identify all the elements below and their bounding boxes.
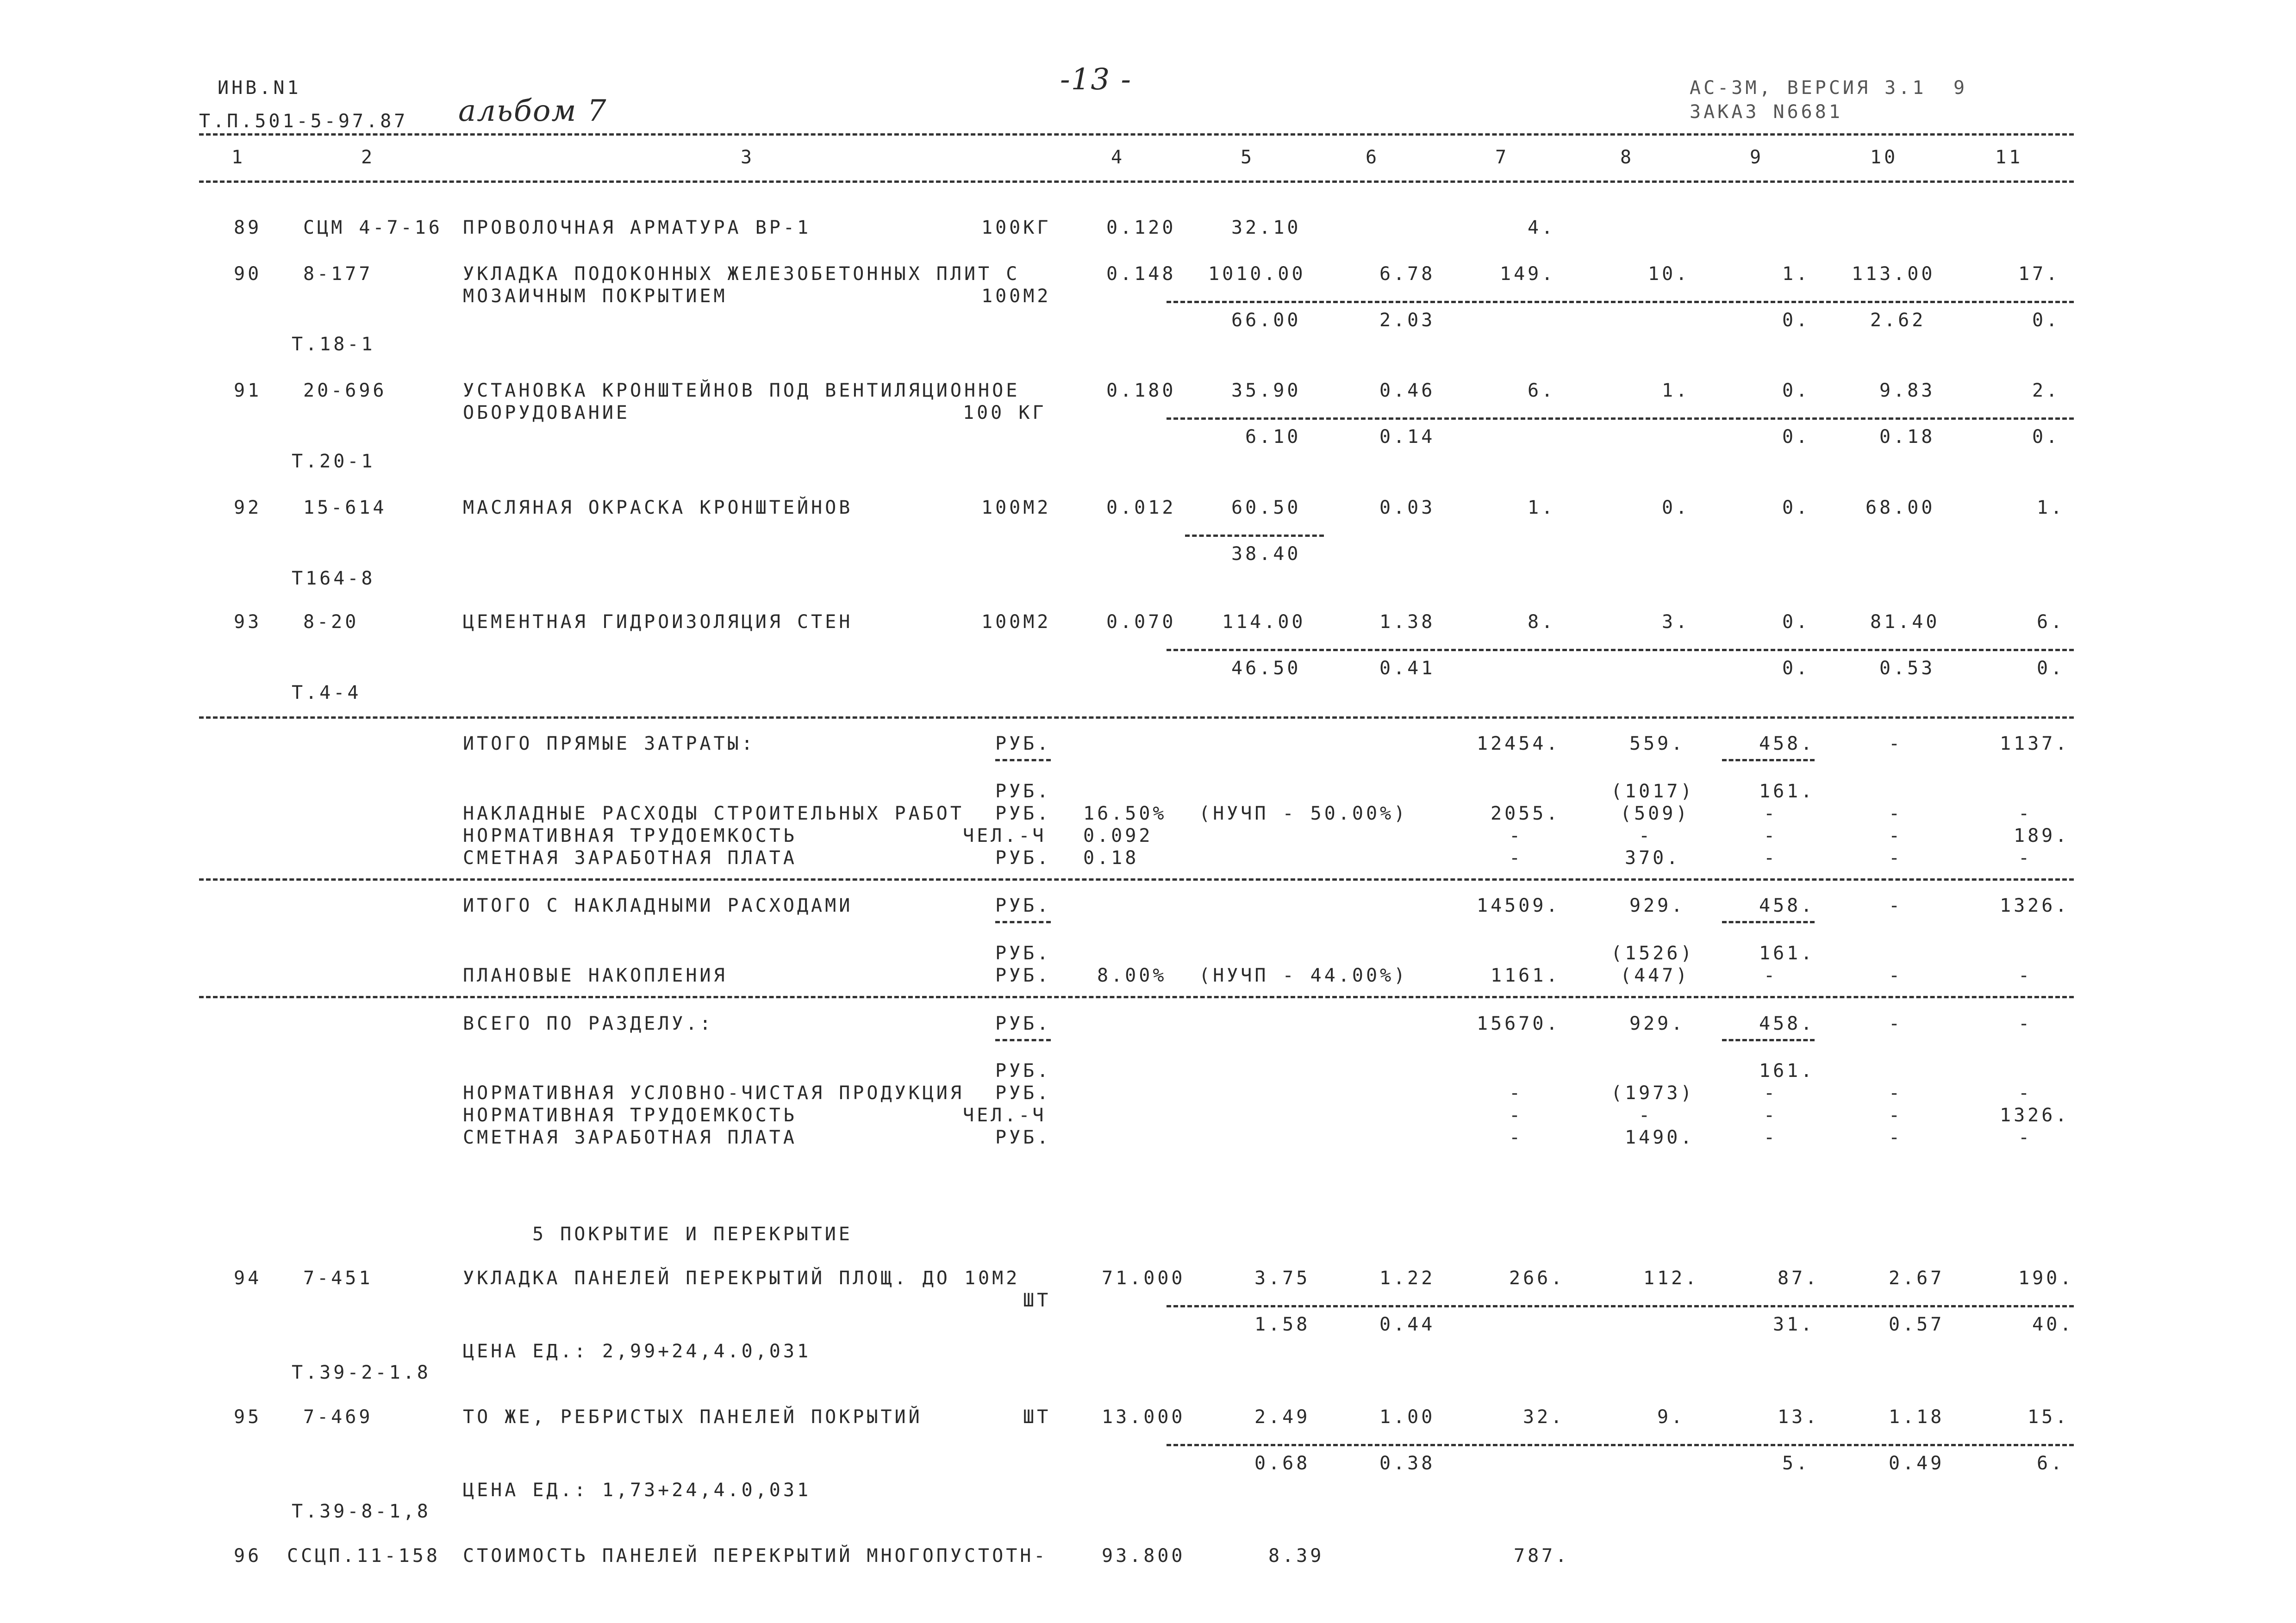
totals-col9-sub: 161. [1759,943,1815,964]
col-7: 7 [1495,147,1510,168]
row-col5-sub: 46.50 [1231,658,1301,679]
row-name-cont: МОЗАИЧНЫМ ПОКРЫТИЕМ [463,286,728,307]
labor-col8: - [1639,825,1653,846]
col-1: 1 [231,147,246,168]
row-code: 7-451 [303,1268,373,1289]
wage-col11: - [2018,1127,2033,1148]
row-name: ТО ЖЕ, РЕБРИСТЫХ ПАНЕЛЕЙ ПОКРЫТИЙ [463,1406,923,1428]
overhead-label: НАКЛАДНЫЕ РАСХОДЫ СТРОИТЕЛЬНЫХ РАБОТ [463,803,964,824]
unit-rule [995,921,1051,923]
overhead-col9: - [1764,803,1778,824]
row-col10-sub: 0.53 [1879,658,1935,679]
plan-col9: - [1764,965,1778,986]
totals-col11: 1326. [2000,895,2070,916]
row-name: УКЛАДКА ПОДОКОННЫХ ЖЕЛЕЗОБЕТОННЫХ ПЛИТ С [463,263,1020,285]
totals-col11: - [2018,1013,2033,1034]
totals-label: ИТОГО С НАКЛАДНЫМИ РАСХОДАМИ [463,895,853,916]
row-name: УКЛАДКА ПАНЕЛЕЙ ПЕРЕКРЫТИЙ ПЛОЩ. ДО 10М2 [463,1268,1020,1289]
row-quantity: 0.070 [1106,611,1176,633]
row-quantity: 13.000 [1102,1406,1185,1428]
inventory-number: ИНВ.N1 [218,77,301,99]
row-name: МАСЛЯНАЯ ОКРАСКА КРОНШТЕЙНОВ [463,497,853,518]
row-col10-sub: 0.57 [1889,1314,1945,1335]
col-4: 4 [1111,147,1125,168]
row-col11-sub: 6. [2037,1453,2065,1474]
totals-col8-paren: (1017) [1611,781,1695,802]
wage-value: 0.18 [1083,847,1139,869]
wage-label: СМЕТНАЯ ЗАРАБОТНАЯ ПЛАТА [463,1127,797,1148]
subtotal-rule [1167,1444,2074,1446]
row-col10: 81.40 [1870,611,1940,633]
row-col8: 10. [1648,263,1690,285]
col-11: 11 [1995,147,2023,168]
header-rule [199,133,2074,136]
row-col10: 9.83 [1879,380,1935,401]
subtotal-rule [1185,535,1324,537]
unit-rule [995,1039,1051,1041]
col-10: 10 [1870,147,1898,168]
col-3: 3 [741,147,755,168]
row-reference: Т.20-1 [292,451,375,472]
wage-col11: - [2018,847,2033,869]
row-col7: 149. [1500,263,1556,285]
row-col6-sub: 0.38 [1379,1453,1435,1474]
npp-col10: - [1889,1082,1903,1104]
row-reference: Т.18-1 [292,334,375,355]
row-col9: 13. [1778,1406,1820,1428]
row-col7: 266. [1509,1268,1565,1289]
totals-col7: 15670. [1477,1013,1560,1034]
plan-col8: (447) [1620,965,1690,986]
row-col6-sub: 2.03 [1379,310,1435,331]
totals-col10: - [1889,895,1903,916]
row-col6: 1.22 [1379,1268,1435,1289]
unit-price: ЦЕНА ЕД.: 2,99+24,4.0,031 [463,1341,811,1362]
plan-col11: - [2018,965,2033,986]
page-number-handwritten: -13 - [1060,62,1132,97]
wage-col10: - [1889,1127,1903,1148]
row-col11: 1. [2037,497,2065,518]
row-name: УСТАНОВКА КРОНШТЕЙНОВ ПОД ВЕНТИЛЯЦИОННОЕ [463,380,1020,401]
row-name: СТОИМОСТЬ ПАНЕЛЕЙ ПЕРЕКРЫТИЙ МНОГОПУСТОТН- [463,1545,1048,1567]
npp-col8: (1973) [1611,1082,1695,1104]
row-col9-sub: 31. [1773,1314,1815,1335]
wage-col9: - [1764,1127,1778,1148]
totals-unit-2: РУБ. [995,1060,1051,1082]
album-handwritten: альбом 7 [458,94,607,128]
totals-col7: 12454. [1477,733,1560,754]
row-col6: 6.78 [1379,263,1435,285]
row-col8: 9. [1657,1406,1685,1428]
overhead-col8: (509) [1620,803,1690,824]
row-unit: ШТ [1023,1290,1051,1311]
unit-price: ЦЕНА ЕД.: 1,73+24,4.0,031 [463,1480,811,1501]
row-quantity: 0.180 [1106,380,1176,401]
wage-unit: РУБ. [995,1127,1051,1148]
row-col7: 787. [1514,1545,1570,1567]
totals-col8-paren: (1526) [1611,943,1695,964]
row-number: 92 [234,497,262,518]
col-5: 5 [1241,147,1255,168]
row-col8: 1. [1662,380,1690,401]
totals-unit: РУБ. [995,1013,1051,1034]
row-reference: Т.39-2-1.8 [292,1362,431,1383]
wage-col7: - [1509,847,1523,869]
labor-col8: - [1639,1105,1653,1126]
row-col11: 190. [2018,1268,2074,1289]
row-col11-sub: 0. [2032,310,2060,331]
row-number: 93 [234,611,262,633]
wage-col10: - [1889,847,1903,869]
row-quantity: 93.800 [1102,1545,1185,1567]
row-col11: 2. [2032,380,2060,401]
row-col10: 1.18 [1889,1406,1945,1428]
row-col9: 0. [1782,611,1810,633]
plan-label: ПЛАНОВЫЕ НАКОПЛЕНИЯ [463,965,728,986]
row-col5: 35.90 [1231,380,1301,401]
row-col5: 3.75 [1254,1268,1310,1289]
row-code: 8-20 [303,611,359,633]
row-col9-sub: 0. [1782,658,1810,679]
labor-col7: - [1509,1105,1523,1126]
totals-unit-2: РУБ. [995,781,1051,802]
totals-label: ИТОГО ПРЯМЫЕ ЗАТРАТЫ: [463,733,755,754]
row-col7: 32. [1523,1406,1565,1428]
npp-unit: РУБ. [995,1082,1051,1104]
totals-col9-sub: 161. [1759,781,1815,802]
row-unit: 100М2 [981,611,1051,633]
row-reference: Т.39-8-1,8 [292,1501,431,1522]
row-name: ЦЕМЕНТНАЯ ГИДРОИЗОЛЯЦИЯ СТЕН [463,611,853,633]
row-unit: 100М2 [981,286,1051,307]
overhead-note: (НУЧП - 50.00%) [1199,803,1408,824]
section-rule [199,996,2074,998]
row-col11: 15. [2028,1406,2070,1428]
row-col11: 6. [2037,611,2065,633]
row-col5: 1010.00 [1208,263,1306,285]
row-col9: 1. [1782,263,1810,285]
totals-col8: 929. [1629,1013,1685,1034]
overhead-col10: - [1889,803,1903,824]
unit-rule [995,759,1051,761]
row-quantity: 0.120 [1106,217,1176,238]
row-col9-sub: 0. [1782,426,1810,448]
row-number: 95 [234,1406,262,1428]
totals-unit: РУБ. [995,733,1051,754]
row-col5-sub: 6.10 [1245,426,1301,448]
row-col7: 1. [1528,497,1556,518]
row-number: 96 [234,1545,262,1567]
labor-label: НОРМАТИВНАЯ ТРУДОЕМКОСТЬ [463,825,797,846]
col-8: 8 [1620,147,1635,168]
col-2: 2 [361,147,375,168]
row-col6: 1.38 [1379,611,1435,633]
totals-col9-sub: 161. [1759,1060,1815,1082]
row-col9: 0. [1782,497,1810,518]
column-header-rule [199,180,2074,183]
row-col6: 0.46 [1379,380,1435,401]
npp-label: НОРМАТИВНАЯ УСЛОВНО-ЧИСТАЯ ПРОДУКЦИЯ [463,1082,964,1104]
col9-rule [1722,1039,1815,1041]
col9-rule [1722,921,1815,923]
row-code: 20-696 [303,380,387,401]
col9-rule [1722,759,1815,761]
row-col11-sub: 0. [2032,426,2060,448]
npp-col7: - [1509,1082,1523,1104]
col-9: 9 [1750,147,1764,168]
subtotal-rule [1167,649,2074,651]
row-col6-sub: 0.14 [1379,426,1435,448]
wage-label: СМЕТНАЯ ЗАРАБОТНАЯ ПЛАТА [463,847,797,869]
plan-pct: 8.00% [1097,965,1167,986]
row-code: 8-177 [303,263,373,285]
row-col5: 2.49 [1254,1406,1310,1428]
row-code: ССЦП.11-158 [287,1545,440,1567]
row-quantity: 0.012 [1106,497,1176,518]
row-col5: 8.39 [1268,1545,1324,1567]
row-col9-sub: 0. [1782,310,1810,331]
npp-col11: - [2018,1082,2033,1104]
row-col5-sub: 0.68 [1254,1453,1310,1474]
labor-col7: - [1509,825,1523,846]
row-reference: Т164-8 [292,568,375,589]
row-reference: Т.4-4 [292,682,362,703]
labor-unit: ЧЕЛ.-Ч [963,825,1047,846]
row-code: 7-469 [303,1406,373,1428]
row-col5-sub: 1.58 [1254,1314,1310,1335]
wage-unit: РУБ. [995,847,1051,869]
row-col5-sub: 66.00 [1231,310,1301,331]
row-col6: 0.03 [1379,497,1435,518]
wage-col8: 1490. [1625,1127,1695,1148]
wage-col7: - [1509,1127,1523,1148]
row-name-cont: ОБОРУДОВАНИЕ [463,402,630,423]
row-col11-sub: 40. [2032,1314,2074,1335]
project-code: Т.П.501-5-97.87 [199,111,408,132]
row-unit: 100КГ [981,217,1051,238]
subtotal-rule [1167,1305,2074,1307]
row-quantity: 0.148 [1106,263,1176,285]
row-col10-sub: 2.62 [1870,310,1926,331]
row-unit: 100М2 [981,497,1051,518]
row-col10-sub: 0.18 [1879,426,1935,448]
wage-col8: 370. [1625,847,1681,869]
plan-note: (НУЧП - 44.00%) [1199,965,1408,986]
row-col8: 112. [1643,1268,1699,1289]
totals-col9: 458. [1759,1013,1815,1034]
totals-col8: 559. [1629,733,1685,754]
row-col10: 68.00 [1866,497,1935,518]
labor-value: 0.092 [1083,825,1153,846]
plan-unit: РУБ. [995,965,1051,986]
row-col5: 32.10 [1231,217,1301,238]
row-col10: 2.67 [1889,1268,1945,1289]
totals-unit-2: РУБ. [995,943,1051,964]
totals-label: ВСЕГО ПО РАЗДЕЛУ.: [463,1013,714,1034]
section-title: 5 ПОКРЫТИЕ И ПЕРЕКРЫТИЕ [532,1224,853,1245]
row-col7: 6. [1528,380,1556,401]
totals-col8: 929. [1629,895,1685,916]
program-version: АС-3М, ВЕРСИЯ 3.1 [1690,77,1927,99]
row-name: ПРОВОЛОЧНАЯ АРМАТУРА ВР-1 [463,217,811,238]
col-6: 6 [1366,147,1380,168]
totals-col11: 1137. [2000,733,2070,754]
plan-col7: 1161. [1491,965,1560,986]
row-col9: 0. [1782,380,1810,401]
sheet-number: 9 [1953,77,1968,99]
section-rule [199,878,2074,881]
row-col8: 3. [1662,611,1690,633]
subtotal-rule [1167,301,2074,303]
row-col7: 4. [1528,217,1556,238]
row-col11-sub: 0. [2037,658,2065,679]
labor-col10: - [1889,1105,1903,1126]
labor-unit: ЧЕЛ.-Ч [963,1105,1047,1126]
row-col8: 0. [1662,497,1690,518]
totals-col10: - [1889,1013,1903,1034]
labor-col9: - [1764,825,1778,846]
order-number: ЗАКАЗ N6681 [1690,101,1843,123]
labor-col11: 189. [2014,825,2070,846]
row-col6-sub: 0.44 [1379,1314,1435,1335]
row-col5: 114.00 [1222,611,1306,633]
row-col10-sub: 0.49 [1889,1453,1945,1474]
overhead-col11: - [2018,803,2033,824]
row-col11: 17. [2018,263,2060,285]
row-number: 89 [234,217,262,238]
row-col9-sub: 5. [1782,1453,1810,1474]
plan-col10: - [1889,965,1903,986]
row-number: 90 [234,263,262,285]
npp-col9: - [1764,1082,1778,1104]
overhead-col7: 2055. [1491,803,1560,824]
row-unit: 100 КГ [963,402,1047,423]
section-rule [199,716,2074,719]
row-col9: 87. [1778,1268,1820,1289]
labor-col11: 1326. [2000,1105,2070,1126]
subtotal-rule [1167,417,2074,420]
row-unit: ШТ [1023,1406,1051,1428]
labor-label: НОРМАТИВНАЯ ТРУДОЕМКОСТЬ [463,1105,797,1126]
overhead-unit: РУБ. [995,803,1051,824]
totals-col9: 458. [1759,733,1815,754]
row-col5: 60.50 [1231,497,1301,518]
row-number: 94 [234,1268,262,1289]
row-col5-sub: 38.40 [1231,543,1301,565]
labor-col9: - [1764,1105,1778,1126]
row-col6: 1.00 [1379,1406,1435,1428]
totals-col9: 458. [1759,895,1815,916]
totals-unit: РУБ. [995,895,1051,916]
totals-col7: 14509. [1477,895,1560,916]
overhead-pct: 16.50% [1083,803,1167,824]
labor-col10: - [1889,825,1903,846]
wage-col9: - [1764,847,1778,869]
row-col10: 113.00 [1852,263,1935,285]
row-col6-sub: 0.41 [1379,658,1435,679]
row-code: СЦМ 4-7-16 [303,217,443,238]
row-number: 91 [234,380,262,401]
row-quantity: 71.000 [1102,1268,1185,1289]
row-code: 15-614 [303,497,387,518]
row-col7: 8. [1528,611,1556,633]
totals-col10: - [1889,733,1903,754]
